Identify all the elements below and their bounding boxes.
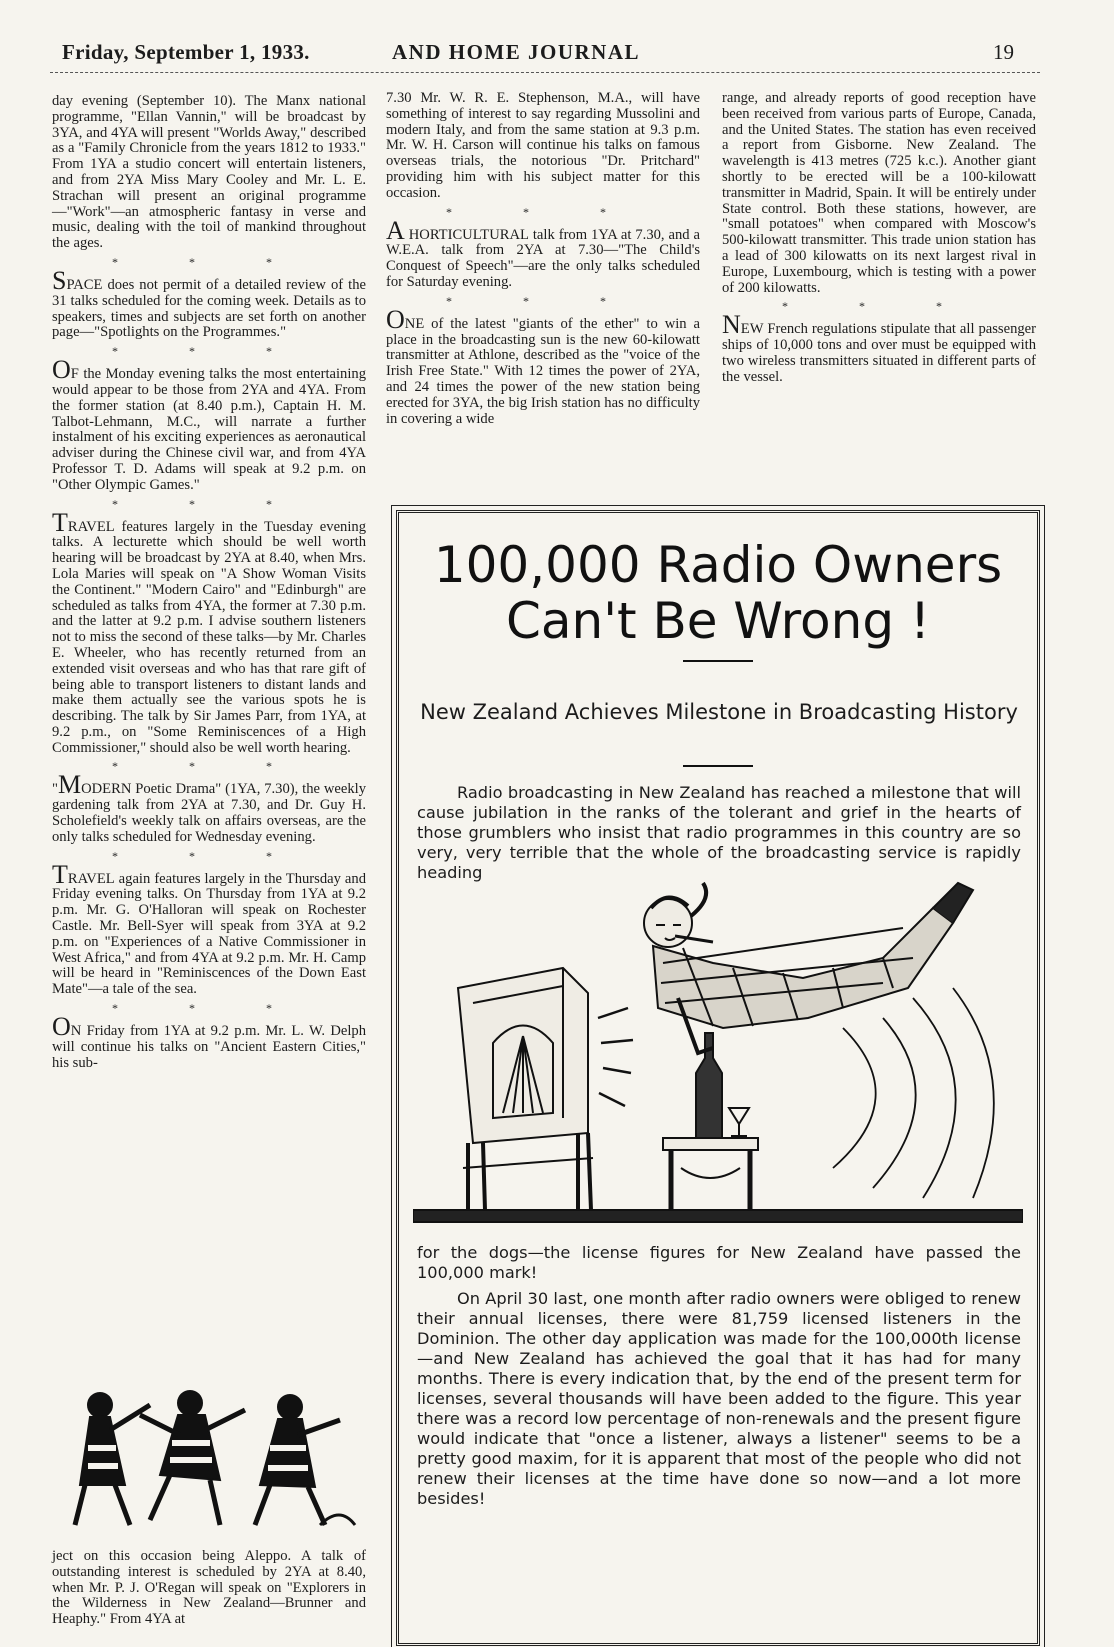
small-caps: N <box>70 1023 82 1040</box>
divider <box>683 660 753 662</box>
drop-cap: O <box>52 1012 71 1042</box>
divider <box>683 765 753 767</box>
paragraph-text: features largely in the Tuesday evening talks. A lecturette which should be well worth hearing will be broadcast by 2YA at 8.40, when Mrs. Lola Maries will speak on "A Show Woman Visits the Continent." "Modern Cairo" and "Edinburgh" are scheduled as talks from 4YA, the former at 7.30 p.m. and the latter at 9.2 p.m. I advise southern listeners not to miss the second of these talks—by Mr. Charles E. Wheeler, who has recently returned from an extended visit overseas and who has that rare gift of being able to transport listeners to distant lands and make them actually see the various spots he is describing. The talk by Sir James Parr, from 1YA, at 9.2 p.m., on "Some Reminiscences of a High Commissioner," should also be well worth hearing. <box>52 518 366 756</box>
paragraph-text: Poetic Drama" (1YA, 7.30), the weekly gardening talk from 2YA at 7.30, and Dr. Guy H. Scholefield's weekly talk on affairs overseas, are the only talks scheduled for Wednesday evening. <box>52 781 366 845</box>
paragraph <box>52 507 366 757</box>
paragraph: On April 30 last, one month after radio owners were obliged to renew their annual licenses, there were 81,759 licensed listeners in the Dominion. The other day application was made for the 100,000th license—and New Zealand has achieved the goal that it has had for many months. There is every indication that, by the end of the present term for licenses, several thousands will have been added to the figure. This year there was a record low percentage of non-renewals and the present figure would indicate that "once a listener, always a listener" seems to be a pretty good maxim, for it is apparent that most of the people who did not renew their licenses at the time have done so now—and a lot more besides! <box>417 1289 1021 1508</box>
paragraph-text: French regulations stipulate that all passenger ships of 10,000 tons and over must be equipped with two wireless transmitters situated in different parts of the vessel. <box>722 321 1036 385</box>
section-separator: * * * <box>112 759 306 774</box>
paragraph-text: again features largely in the Thursday and Friday evening talks. On Thursday from 1YA at 9.2 p.m. Mr. G. O'Halloran will speak on Rochester Castle. Mr. Bell-Syer will speak from 3YA at 9.2 p.m. on "Experiences of a Native Commissioner in West Africa," and from 4YA at 9.2 p.m. Mr. H. Camp will be heard in "Reminiscences of the Down East Mate"—a tale of the sea. <box>52 870 366 998</box>
paragraph <box>52 355 366 493</box>
paragraph-text: Friday from 1YA at 9.2 p.m. Mr. L. W. Delph will continue his talks on "Ancient Eastern Cities," his sub- <box>52 1023 366 1071</box>
drop-cap: N <box>722 310 741 340</box>
paragraph-text: talk from 1YA at 7.30, and a W.E.A. talk from 2YA at 7.30—"The Child's Conquest of Speech"—are the only talks scheduled for Saturday evening. <box>386 226 700 290</box>
article-headline <box>399 537 1037 649</box>
paragraph <box>386 215 700 291</box>
article-body-bottom <box>417 1243 1021 1509</box>
paragraph-text: of the latest "giants of the ether" to win a place in the broadcasting sun is the new 60-kilowatt transmitter at Athlone, described as the "voice of the Irish Free State." With 12 times the power of 2YA, and 24 times the power of the new station being erected for 3YA, the big Irish station has no difficulty in covering a wide <box>386 315 700 427</box>
section-separator: * * * <box>112 1001 306 1016</box>
paragraph: 7.30 Mr. W. R. E. Stephenson, M.A., will have something of interest to say regarding Mussolini and modern Italy, and from the same station at 9.3 p.m. Mr. W. H. Carson will continue his talks on famous overseas trials, the notorious "Dr. Pritchard" providing him with his subject matter for this occasion. <box>386 90 700 201</box>
section-separator: * * * <box>112 344 306 359</box>
section-separator: * * * <box>112 848 306 863</box>
paragraph <box>52 265 366 341</box>
section-separator: * * * <box>446 204 640 219</box>
open-quote: " <box>52 781 58 798</box>
headline-line-1: 100,000 Radio Owners <box>433 536 1003 594</box>
column-1 <box>52 94 366 1080</box>
column-2 <box>386 91 700 436</box>
paragraph: Radio broadcasting in New Zealand has reached a milestone that will cause jubilation in the ranks of the tolerant and grief in the hearts of those grumblers who insist that radio programmes in this country are so very, very terrible that the whole of the broadcasting service is rapidly heading <box>417 783 1021 882</box>
section-separator: * * * <box>112 254 306 269</box>
small-caps: F <box>70 366 79 383</box>
column-1-continued <box>52 1549 366 1637</box>
drop-cap: A <box>386 215 405 245</box>
paragraph <box>52 1012 366 1071</box>
section-separator: * * * <box>112 496 306 511</box>
page-number: 19 <box>993 40 1014 64</box>
header-rule <box>50 72 1040 73</box>
small-caps: RAVEL <box>67 518 115 535</box>
drop-cap: O <box>52 355 71 385</box>
issue-date: Friday, September 1, 1933. <box>62 40 310 64</box>
small-caps: EW <box>740 321 764 338</box>
paragraph: for the dogs—the license figures for New Zealand have passed the 100,000 mark! <box>417 1243 1021 1282</box>
man-floating-by-radio-illustration <box>413 868 1023 1230</box>
journal-title: AND HOME JOURNAL <box>392 40 640 64</box>
paragraph: ject on this occasion being Aleppo. A talk of outstanding interest is scheduled by 2YA at 8.40, when Mr. P. J. O'Regan will speak on "Explorers in the Wilderness in New Zealand—Brunner and Heaphy." From 4YA at <box>52 1548 366 1628</box>
paragraph <box>386 304 700 428</box>
paragraph <box>52 859 366 998</box>
paragraph-text: the Monday evening talks the most entertaining would appear to be those from 2YA and 4YA. From the former station (at 8.40 p.m.), Captain H. M. Talbot-Lehmann, M.C., will narrate a further instalment of his exciting experiences as aeronautical adviser during the Chinese civil war, and from 4YA Professor T. D. Adams will speak at 9.2 p.m. on "Other Olympic Games." <box>52 366 366 493</box>
section-separator: * * * <box>446 293 640 308</box>
drop-cap: T <box>52 507 68 537</box>
boxed-article <box>396 510 1040 1646</box>
paragraph: range, and already reports of good reception have been received from various parts of Europe, Canada, and the United States. The station has even received a report from Gisborne. New Zealand. The wavelength is 413 metres (725 k.c.). Another giant shortly to be erected will be a 100-kilowatt transmitter in Madrid, Spain. It will be entirely under State control. Both these stations, however, are "small potatoes" when compared with Moscow's 500-kilowatt transmitter. This trade union station has a lead of 300 kilowatts on its next largest rival in Europe, Luxembourg, which is testing with a power of 200 kilowatts. <box>722 90 1036 296</box>
small-caps: ODERN <box>81 781 132 798</box>
drop-cap: S <box>52 265 67 295</box>
headline-line-2: Can't Be Wrong ! <box>505 592 931 650</box>
drop-cap: T <box>52 859 68 889</box>
paragraph: day evening (September 10). The Manx national programme, "Ellan Vannin," will be broadcast by 3YA, and 4YA will present "Worlds Away," described as a "Family Chronicle from the years 1812 to 1933." From 1YA a studio concert will entertain listeners, and from 2YA Miss Mary Cooley and Mr. L. E. Strachan will present an original programme—"Work"—an atmospheric fantasy in verse and music, dealing with the toil of mankind throughout the ages. <box>52 93 366 252</box>
column-3 <box>722 91 1036 395</box>
small-caps: HORTICULTURAL <box>408 226 529 243</box>
small-caps: PACE <box>66 276 103 293</box>
paragraph <box>722 310 1036 385</box>
small-caps: NE <box>404 315 425 332</box>
paragraph-text: does not permit of a detailed review of the 31 talks scheduled for the coming week. Details as to speakers, times and subjects are set forth on another page—"Spotlights on the Programmes." <box>52 276 366 341</box>
section-separator: * * * <box>782 299 976 314</box>
small-caps: RAVEL <box>67 870 115 887</box>
dancing-figures-illustration <box>70 1375 370 1540</box>
page-header <box>62 40 1014 68</box>
paragraph <box>52 770 366 845</box>
article-subhead: New Zealand Achieves Milestone in Broadcasting History <box>420 700 1018 724</box>
drop-cap: M <box>57 770 82 800</box>
drop-cap: O <box>386 304 405 334</box>
